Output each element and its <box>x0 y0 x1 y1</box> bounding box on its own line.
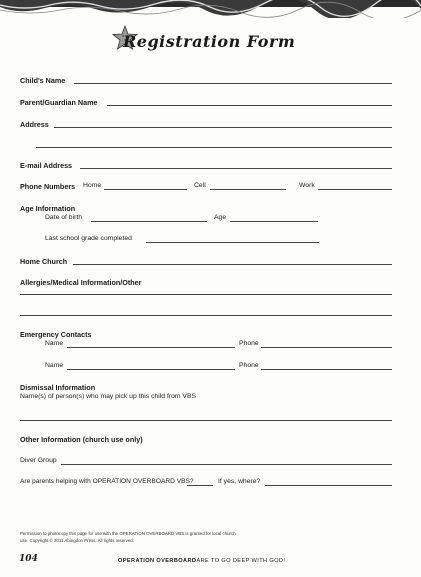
phone-home-label: Home <box>83 182 102 189</box>
wave-header-decoration <box>0 0 421 18</box>
age-label: Age <box>214 214 227 221</box>
allergies-line-2[interactable] <box>20 315 392 316</box>
ec-name-2-label: Name <box>45 362 64 369</box>
dismissal-line[interactable] <box>20 420 392 421</box>
child-name-line[interactable] <box>74 83 392 84</box>
ec-phone-1-label: Phone <box>239 340 259 347</box>
last-grade-line[interactable] <box>146 242 319 243</box>
parents-helping-line[interactable] <box>187 485 213 486</box>
ec-phone-2-label: Phone <box>239 362 259 369</box>
brand-name: OPERATION OVERBOARD <box>118 558 197 564</box>
address-line-1[interactable] <box>54 127 392 128</box>
phone-numbers-label: Phone Numbers <box>20 182 76 191</box>
parent-name-line[interactable] <box>107 105 392 106</box>
emergency-contacts-label: Emergency Contacts <box>20 330 92 339</box>
page-number: 104 <box>19 554 38 564</box>
ec-phone-2-line[interactable] <box>261 369 392 370</box>
address-line-2[interactable] <box>36 147 392 148</box>
phone-work-line[interactable] <box>318 189 392 190</box>
ec-name-1-line[interactable] <box>67 347 235 348</box>
diver-group-label: Diver Group <box>20 457 57 464</box>
phone-cell-label: Cell <box>194 182 206 189</box>
form-title: Registration Form <box>123 32 296 51</box>
dismissal-label: Dismissal Information <box>20 383 96 392</box>
child-name-label: Child's Name <box>20 76 66 85</box>
allergies-line-1[interactable] <box>20 294 392 295</box>
parents-helping-label: Are parents helping with OPERATION OVERBOARD VBS? <box>20 478 194 485</box>
parent-name-label: Parent/Guardian Name <box>20 98 98 107</box>
age-line[interactable] <box>230 221 318 222</box>
diver-group-line[interactable] <box>61 464 392 465</box>
date-of-birth-label: Date of birth <box>45 214 83 221</box>
allergies-label: Allergies/Medical Information/Other <box>20 278 142 287</box>
email-line[interactable] <box>80 168 392 169</box>
phone-work-label: Work <box>299 182 315 189</box>
phone-home-line[interactable] <box>104 189 187 190</box>
age-info-label: Age Information <box>20 204 76 213</box>
home-church-line[interactable] <box>73 264 392 265</box>
phone-cell-line[interactable] <box>210 189 286 190</box>
email-label: E-mail Address <box>20 161 73 170</box>
last-grade-label: Last school grade completed <box>45 235 132 242</box>
ec-phone-1-line[interactable] <box>261 347 392 348</box>
permission-line-1: Permission to photocopy this page for use with the OPERATION OVERBOARD VBS is granted for local church <box>20 531 236 536</box>
church-use-label: Other Information (church use only) <box>20 435 143 444</box>
ec-name-1-label: Name <box>45 340 64 347</box>
ec-name-2-line[interactable] <box>67 369 235 370</box>
address-label: Address <box>20 120 49 129</box>
tagline: DARE TO GO DEEP WITH GOD! <box>192 558 286 564</box>
if-yes-label: If yes, where? <box>218 478 261 485</box>
dismissal-desc: Name(s) of person(s) who may pick up this child from VBS <box>20 393 197 400</box>
home-church-label: Home Church <box>20 257 68 266</box>
permission-line-2: use. Copyright © 2011 Abingdon Press. All rights reserved. <box>20 538 134 543</box>
date-of-birth-line[interactable] <box>91 221 207 222</box>
if-yes-line[interactable] <box>265 485 392 486</box>
